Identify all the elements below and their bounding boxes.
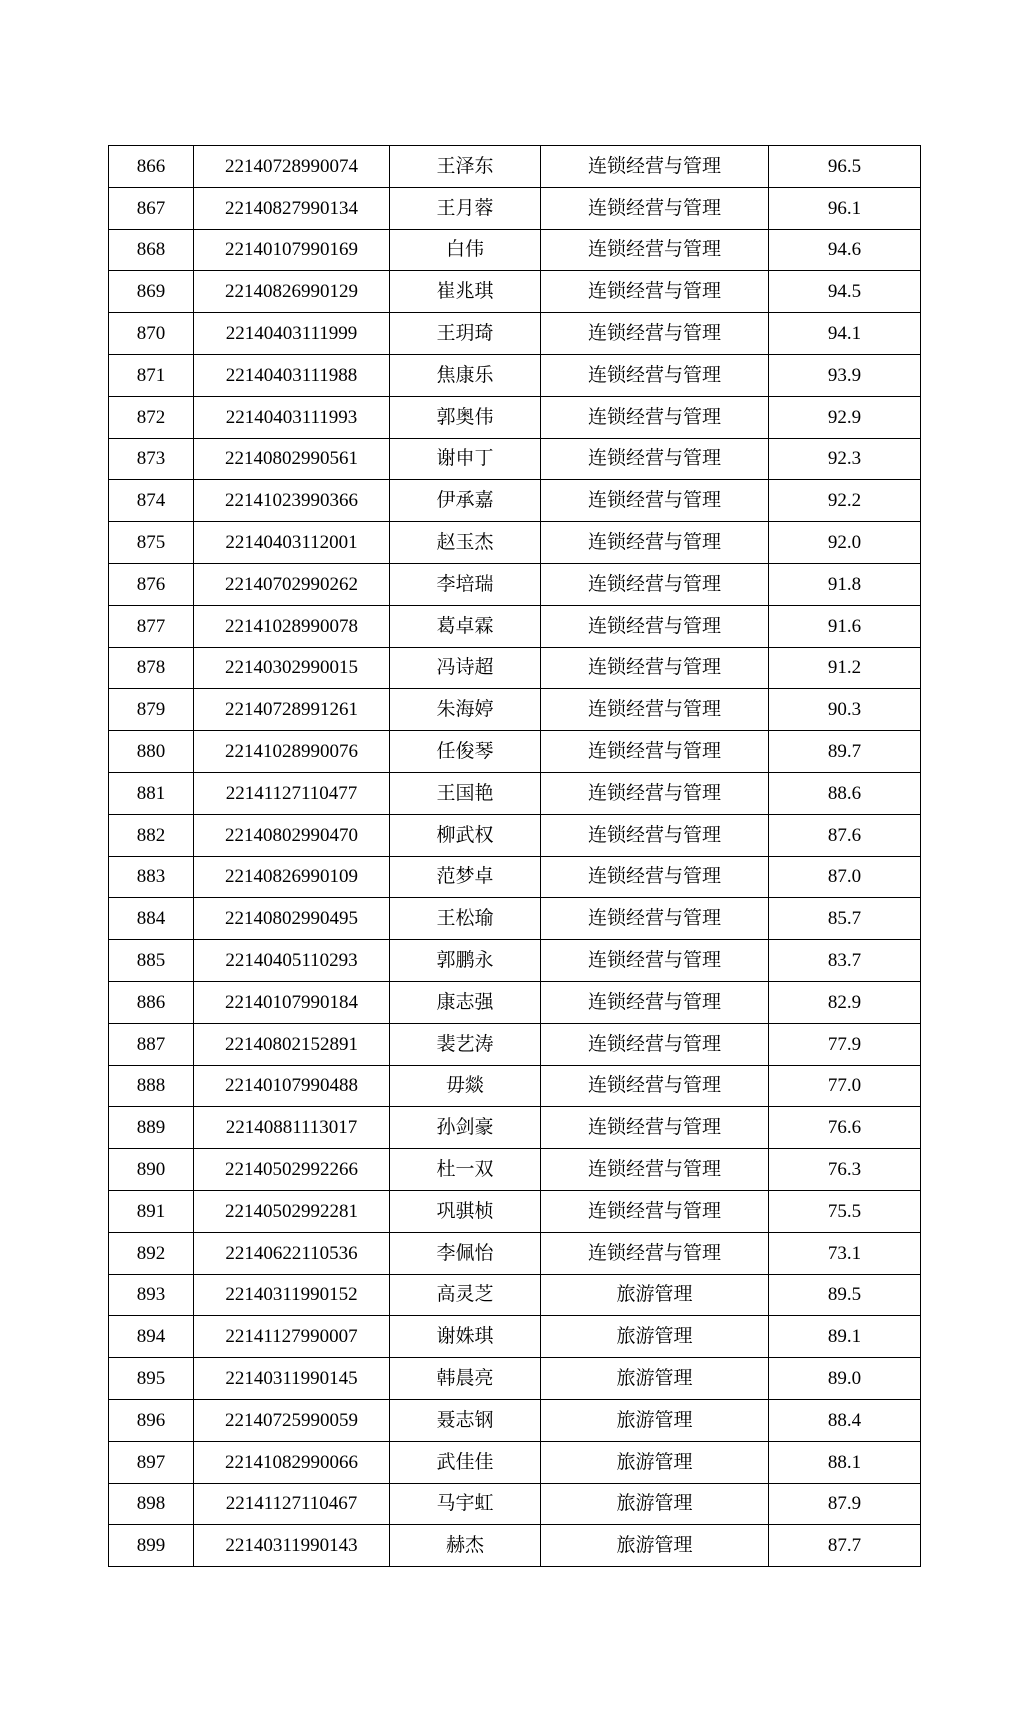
table-row	[109, 772, 921, 814]
score-cell: 96.1	[769, 187, 921, 229]
name-cell: 毋燚	[390, 1065, 541, 1107]
score-cell: 92.2	[769, 480, 921, 522]
score-cell: 73.1	[769, 1232, 921, 1274]
name-cell: 赵玉杰	[390, 522, 541, 564]
exam-id-cell: 22140302990015	[194, 647, 390, 689]
major-cell: 连锁经营与管理	[541, 354, 769, 396]
seq-cell: 894	[109, 1316, 194, 1358]
seq-cell: 871	[109, 354, 194, 396]
score-cell: 89.1	[769, 1316, 921, 1358]
exam-id-cell: 22141127110467	[194, 1483, 390, 1525]
exam-id-cell: 22140403111993	[194, 396, 390, 438]
major-cell: 连锁经营与管理	[541, 187, 769, 229]
name-cell: 柳武权	[390, 814, 541, 856]
table-row	[109, 1232, 921, 1274]
exam-id-cell: 22141127110477	[194, 772, 390, 814]
name-cell: 王玥琦	[390, 313, 541, 355]
exam-id-cell: 22141127990007	[194, 1316, 390, 1358]
exam-id-cell: 22141028990076	[194, 731, 390, 773]
seq-cell: 886	[109, 981, 194, 1023]
major-cell: 连锁经营与管理	[541, 981, 769, 1023]
major-cell: 连锁经营与管理	[541, 731, 769, 773]
seq-cell: 873	[109, 438, 194, 480]
exam-id-cell: 22140311990143	[194, 1525, 390, 1567]
table-row	[109, 313, 921, 355]
major-cell: 旅游管理	[541, 1274, 769, 1316]
exam-id-cell: 22141028990078	[194, 605, 390, 647]
exam-id-cell: 22141023990366	[194, 480, 390, 522]
name-cell: 武佳佳	[390, 1441, 541, 1483]
name-cell: 李培瑞	[390, 563, 541, 605]
name-cell: 焦康乐	[390, 354, 541, 396]
score-cell: 94.1	[769, 313, 921, 355]
table-row	[109, 229, 921, 271]
name-cell: 杜一双	[390, 1149, 541, 1191]
name-cell: 裴艺涛	[390, 1023, 541, 1065]
name-cell: 伊承嘉	[390, 480, 541, 522]
score-cell: 94.6	[769, 229, 921, 271]
name-cell: 康志强	[390, 981, 541, 1023]
major-cell: 连锁经营与管理	[541, 605, 769, 647]
seq-cell: 880	[109, 731, 194, 773]
seq-cell: 866	[109, 146, 194, 188]
major-cell: 连锁经营与管理	[541, 313, 769, 355]
table-row	[109, 563, 921, 605]
score-cell: 77.9	[769, 1023, 921, 1065]
seq-cell: 867	[109, 187, 194, 229]
table-row	[109, 647, 921, 689]
exam-id-cell: 22140403111999	[194, 313, 390, 355]
seq-cell: 876	[109, 563, 194, 605]
major-cell: 连锁经营与管理	[541, 940, 769, 982]
exam-id-cell: 22140728991261	[194, 689, 390, 731]
score-cell: 92.0	[769, 522, 921, 564]
major-cell: 连锁经营与管理	[541, 1232, 769, 1274]
score-cell: 75.5	[769, 1190, 921, 1232]
major-cell: 连锁经营与管理	[541, 647, 769, 689]
seq-cell: 899	[109, 1525, 194, 1567]
table-row	[109, 731, 921, 773]
score-cell: 91.8	[769, 563, 921, 605]
score-cell: 77.0	[769, 1065, 921, 1107]
score-table	[108, 145, 921, 1567]
table-row	[109, 396, 921, 438]
seq-cell: 895	[109, 1358, 194, 1400]
exam-id-cell: 22140403112001	[194, 522, 390, 564]
name-cell: 郭鹏永	[390, 940, 541, 982]
seq-cell: 881	[109, 772, 194, 814]
exam-id-cell: 22140311990152	[194, 1274, 390, 1316]
exam-id-cell: 22140728990074	[194, 146, 390, 188]
seq-cell: 883	[109, 856, 194, 898]
table-row	[109, 689, 921, 731]
score-cell: 76.3	[769, 1149, 921, 1191]
score-cell: 87.6	[769, 814, 921, 856]
score-cell: 91.2	[769, 647, 921, 689]
name-cell: 葛卓霖	[390, 605, 541, 647]
score-cell: 96.5	[769, 146, 921, 188]
name-cell: 聂志钢	[390, 1399, 541, 1441]
seq-cell: 868	[109, 229, 194, 271]
exam-id-cell: 22140826990129	[194, 271, 390, 313]
major-cell: 连锁经营与管理	[541, 689, 769, 731]
score-cell: 87.7	[769, 1525, 921, 1567]
major-cell: 旅游管理	[541, 1399, 769, 1441]
table-row	[109, 1274, 921, 1316]
name-cell: 郭奥伟	[390, 396, 541, 438]
exam-id-cell: 22140107990169	[194, 229, 390, 271]
table-row	[109, 605, 921, 647]
name-cell: 王国艳	[390, 772, 541, 814]
seq-cell: 889	[109, 1107, 194, 1149]
score-cell: 93.9	[769, 354, 921, 396]
score-cell: 87.9	[769, 1483, 921, 1525]
seq-cell: 888	[109, 1065, 194, 1107]
name-cell: 王泽东	[390, 146, 541, 188]
seq-cell: 882	[109, 814, 194, 856]
seq-cell: 869	[109, 271, 194, 313]
seq-cell: 891	[109, 1190, 194, 1232]
score-cell: 82.9	[769, 981, 921, 1023]
name-cell: 马宇虹	[390, 1483, 541, 1525]
exam-id-cell: 22140107990488	[194, 1065, 390, 1107]
table-row	[109, 1107, 921, 1149]
name-cell: 谢姝琪	[390, 1316, 541, 1358]
seq-cell: 870	[109, 313, 194, 355]
seq-cell: 893	[109, 1274, 194, 1316]
table-body	[109, 146, 921, 1567]
seq-cell: 879	[109, 689, 194, 731]
exam-id-cell: 22141082990066	[194, 1441, 390, 1483]
name-cell: 朱海婷	[390, 689, 541, 731]
major-cell: 连锁经营与管理	[541, 229, 769, 271]
major-cell: 连锁经营与管理	[541, 898, 769, 940]
major-cell: 连锁经营与管理	[541, 271, 769, 313]
score-cell: 89.5	[769, 1274, 921, 1316]
score-cell: 92.9	[769, 396, 921, 438]
exam-id-cell: 22140403111988	[194, 354, 390, 396]
exam-id-cell: 22140827990134	[194, 187, 390, 229]
table-row	[109, 1399, 921, 1441]
major-cell: 连锁经营与管理	[541, 438, 769, 480]
score-cell: 90.3	[769, 689, 921, 731]
name-cell: 王松瑜	[390, 898, 541, 940]
name-cell: 高灵芝	[390, 1274, 541, 1316]
exam-id-cell: 22140881113017	[194, 1107, 390, 1149]
name-cell: 谢申丁	[390, 438, 541, 480]
table-row	[109, 898, 921, 940]
exam-id-cell: 22140502992281	[194, 1190, 390, 1232]
table-row	[109, 1065, 921, 1107]
major-cell: 连锁经营与管理	[541, 146, 769, 188]
major-cell: 旅游管理	[541, 1525, 769, 1567]
exam-id-cell: 22140502992266	[194, 1149, 390, 1191]
seq-cell: 890	[109, 1149, 194, 1191]
seq-cell: 878	[109, 647, 194, 689]
exam-id-cell: 22140826990109	[194, 856, 390, 898]
table-row	[109, 271, 921, 313]
table-row	[109, 1316, 921, 1358]
score-cell: 89.7	[769, 731, 921, 773]
table-row	[109, 1441, 921, 1483]
name-cell: 巩骐桢	[390, 1190, 541, 1232]
seq-cell: 885	[109, 940, 194, 982]
major-cell: 连锁经营与管理	[541, 480, 769, 522]
table-row	[109, 1149, 921, 1191]
table-row	[109, 940, 921, 982]
name-cell: 范梦卓	[390, 856, 541, 898]
major-cell: 连锁经营与管理	[541, 1149, 769, 1191]
exam-id-cell: 22140802990470	[194, 814, 390, 856]
score-cell: 88.1	[769, 1441, 921, 1483]
major-cell: 连锁经营与管理	[541, 1023, 769, 1065]
exam-id-cell: 22140802152891	[194, 1023, 390, 1065]
major-cell: 旅游管理	[541, 1358, 769, 1400]
exam-id-cell: 22140725990059	[194, 1399, 390, 1441]
table-row	[109, 1525, 921, 1567]
major-cell: 连锁经营与管理	[541, 1107, 769, 1149]
major-cell: 旅游管理	[541, 1316, 769, 1358]
major-cell: 旅游管理	[541, 1483, 769, 1525]
seq-cell: 872	[109, 396, 194, 438]
seq-cell: 897	[109, 1441, 194, 1483]
score-cell: 94.5	[769, 271, 921, 313]
seq-cell: 875	[109, 522, 194, 564]
table-row	[109, 981, 921, 1023]
name-cell: 白伟	[390, 229, 541, 271]
exam-id-cell: 22140405110293	[194, 940, 390, 982]
table-row	[109, 522, 921, 564]
table-row	[109, 480, 921, 522]
major-cell: 连锁经营与管理	[541, 1190, 769, 1232]
score-cell: 88.4	[769, 1399, 921, 1441]
seq-cell: 892	[109, 1232, 194, 1274]
major-cell: 连锁经营与管理	[541, 814, 769, 856]
score-cell: 88.6	[769, 772, 921, 814]
seq-cell: 874	[109, 480, 194, 522]
table-row	[109, 354, 921, 396]
seq-cell: 898	[109, 1483, 194, 1525]
table-row	[109, 187, 921, 229]
name-cell: 孙剑豪	[390, 1107, 541, 1149]
table-row	[109, 856, 921, 898]
name-cell: 王月蓉	[390, 187, 541, 229]
table-row	[109, 146, 921, 188]
table-row	[109, 814, 921, 856]
table-row	[109, 1023, 921, 1065]
score-cell: 87.0	[769, 856, 921, 898]
table-row	[109, 1358, 921, 1400]
name-cell: 李佩怡	[390, 1232, 541, 1274]
major-cell: 连锁经营与管理	[541, 522, 769, 564]
major-cell: 连锁经营与管理	[541, 856, 769, 898]
score-cell: 85.7	[769, 898, 921, 940]
major-cell: 连锁经营与管理	[541, 396, 769, 438]
exam-id-cell: 22140107990184	[194, 981, 390, 1023]
exam-id-cell: 22140802990495	[194, 898, 390, 940]
major-cell: 旅游管理	[541, 1441, 769, 1483]
score-cell: 76.6	[769, 1107, 921, 1149]
score-cell: 91.6	[769, 605, 921, 647]
major-cell: 连锁经营与管理	[541, 772, 769, 814]
major-cell: 连锁经营与管理	[541, 563, 769, 605]
name-cell: 任俊琴	[390, 731, 541, 773]
table-row	[109, 1483, 921, 1525]
name-cell: 崔兆琪	[390, 271, 541, 313]
score-cell: 83.7	[769, 940, 921, 982]
table-row	[109, 1190, 921, 1232]
seq-cell: 887	[109, 1023, 194, 1065]
table-row	[109, 438, 921, 480]
major-cell: 连锁经营与管理	[541, 1065, 769, 1107]
score-cell: 92.3	[769, 438, 921, 480]
seq-cell: 877	[109, 605, 194, 647]
score-cell: 89.0	[769, 1358, 921, 1400]
name-cell: 韩晨亮	[390, 1358, 541, 1400]
seq-cell: 884	[109, 898, 194, 940]
exam-id-cell: 22140802990561	[194, 438, 390, 480]
name-cell: 赫杰	[390, 1525, 541, 1567]
exam-id-cell: 22140702990262	[194, 563, 390, 605]
exam-id-cell: 22140622110536	[194, 1232, 390, 1274]
name-cell: 冯诗超	[390, 647, 541, 689]
exam-id-cell: 22140311990145	[194, 1358, 390, 1400]
seq-cell: 896	[109, 1399, 194, 1441]
